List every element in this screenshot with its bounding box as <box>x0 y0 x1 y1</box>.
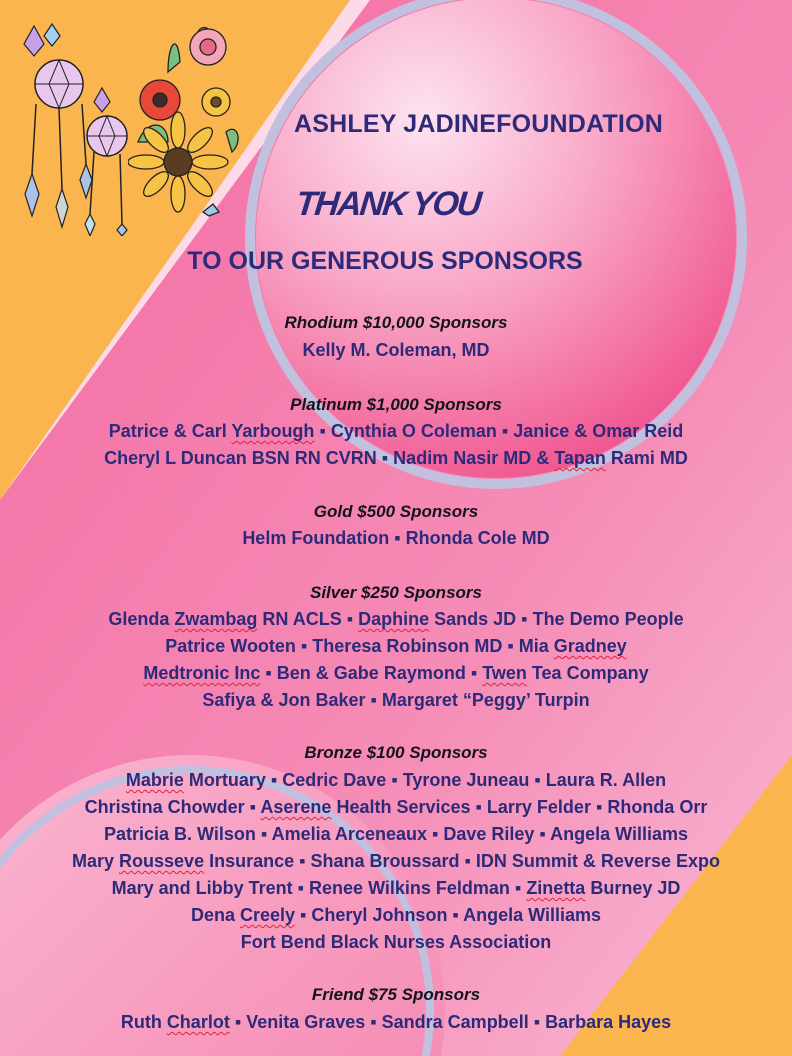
sponsor-text: Burney JD <box>585 878 681 898</box>
foundation-name: ASHLEY JADINEFOUNDATION <box>294 110 663 138</box>
sponsor-line <box>0 340 792 361</box>
sponsor-line <box>0 824 792 845</box>
sponsor-name-flagged: Mabrie <box>125 770 184 790</box>
sponsor-text: Dena <box>190 905 240 925</box>
sponsor-text: Ruth <box>120 1012 167 1032</box>
sponsor-text: Health Services ▪ Larry Felder ▪ Rhonda Orr <box>331 797 708 817</box>
sponsor-line <box>0 932 792 953</box>
sponsor-line <box>0 528 792 549</box>
sponsor-line <box>0 421 792 442</box>
sponsor-text: Mary <box>72 851 120 871</box>
sponsor-text: ▪ Cynthia O Coleman ▪ Janice & Omar Reid <box>314 421 684 441</box>
tier-title-rhodium: Rhodium $10,000 Sponsors <box>284 313 508 332</box>
sponsor-line <box>0 770 792 791</box>
sponsor-text: Fort Bend Black Nurses Association <box>240 932 552 952</box>
sponsor-name-flagged: Rousseve <box>119 851 205 871</box>
sponsor-name-flagged: Zwambag <box>174 609 258 629</box>
sponsor-line <box>0 690 792 711</box>
sponsor-text: Sands JD ▪ The Demo People <box>429 609 684 629</box>
sponsor-text: Tea Company <box>526 663 649 683</box>
sponsor-text: Mortuary ▪ Cedric Dave ▪ Tyrone Juneau ▪ Laura R. Allen <box>183 770 667 790</box>
tier-title-platinum: Platinum $1,000 Sponsors <box>290 395 502 414</box>
sponsor-text: Patricia B. Wilson ▪ Amelia Arceneaux ▪ Dave Riley ▪ Angela Williams <box>103 824 689 844</box>
sponsor-text: ▪ Venita Graves ▪ Sandra Campbell ▪ Barbara Hayes <box>229 1012 672 1032</box>
sponsor-line <box>0 448 792 469</box>
sponsor-line <box>0 663 792 684</box>
sponsor-name-flagged: Tapan <box>554 448 606 468</box>
sponsor-name-flagged: Creely <box>239 905 296 925</box>
flower-bouquet-icon <box>128 12 246 234</box>
sponsor-name-flagged: Charlot <box>166 1012 230 1032</box>
sponsor-line <box>0 878 792 899</box>
sponsor-name-flagged: Aserene <box>260 797 332 817</box>
sponsor-name-flagged: Daphine <box>358 609 430 629</box>
sponsor-text: Helm Foundation ▪ Rhonda Cole MD <box>242 528 550 548</box>
thank-you-heading: THANK YOU <box>294 185 482 223</box>
sponsors-heading: TO OUR GENEROUS SPONSORS <box>187 247 583 275</box>
sponsor-text: Rami MD <box>605 448 688 468</box>
sponsor-text: Christina Chowder ▪ <box>84 797 261 817</box>
sponsor-line <box>0 851 792 872</box>
sponsor-text: Insurance ▪ Shana Broussard ▪ IDN Summit & Reverse Expo <box>204 851 720 871</box>
sponsor-name-flagged: Yarbough <box>231 421 315 441</box>
sponsor-text: Mary and Libby Trent ▪ Renee Wilkins Feldman ▪ <box>111 878 527 898</box>
sponsor-name-flagged: Twen <box>482 663 527 683</box>
sponsor-line <box>0 609 792 630</box>
sponsor-text: Glenda <box>108 609 175 629</box>
sponsor-text: Patrice & Carl <box>108 421 232 441</box>
tier-title-silver: Silver $250 Sponsors <box>310 583 482 602</box>
sponsor-name-flagged: Zinetta <box>526 878 586 898</box>
sponsor-text: Cheryl L Duncan BSN RN CVRN ▪ Nadim Nasir MD & <box>104 448 555 468</box>
sponsor-name-flagged: Gradney <box>553 636 627 656</box>
sponsor-line <box>0 797 792 818</box>
sponsor-text: RN ACLS ▪ <box>257 609 359 629</box>
dreamcatcher-icon <box>14 14 140 236</box>
sponsor-text: Kelly M. Coleman, MD <box>302 340 490 360</box>
tier-title-gold: Gold $500 Sponsors <box>313 502 479 521</box>
sponsor-text: ▪ Ben & Gabe Raymond ▪ <box>260 663 483 683</box>
sponsor-name-flagged: Medtronic Inc <box>143 663 261 683</box>
sponsor-text: ▪ Cheryl Johnson ▪ Angela Williams <box>295 905 602 925</box>
tier-title-friend: Friend $75 Sponsors <box>311 985 481 1004</box>
sponsor-line <box>0 905 792 926</box>
tier-title-bronze: Bronze $100 Sponsors <box>304 743 488 762</box>
sponsor-line <box>0 1012 792 1033</box>
sponsor-line <box>0 636 792 657</box>
sponsor-text: Patrice Wooten ▪ Theresa Robinson MD ▪ Mia <box>165 636 554 656</box>
sponsor-text: Safiya & Jon Baker ▪ Margaret “Peggy’ Turpin <box>202 690 590 710</box>
